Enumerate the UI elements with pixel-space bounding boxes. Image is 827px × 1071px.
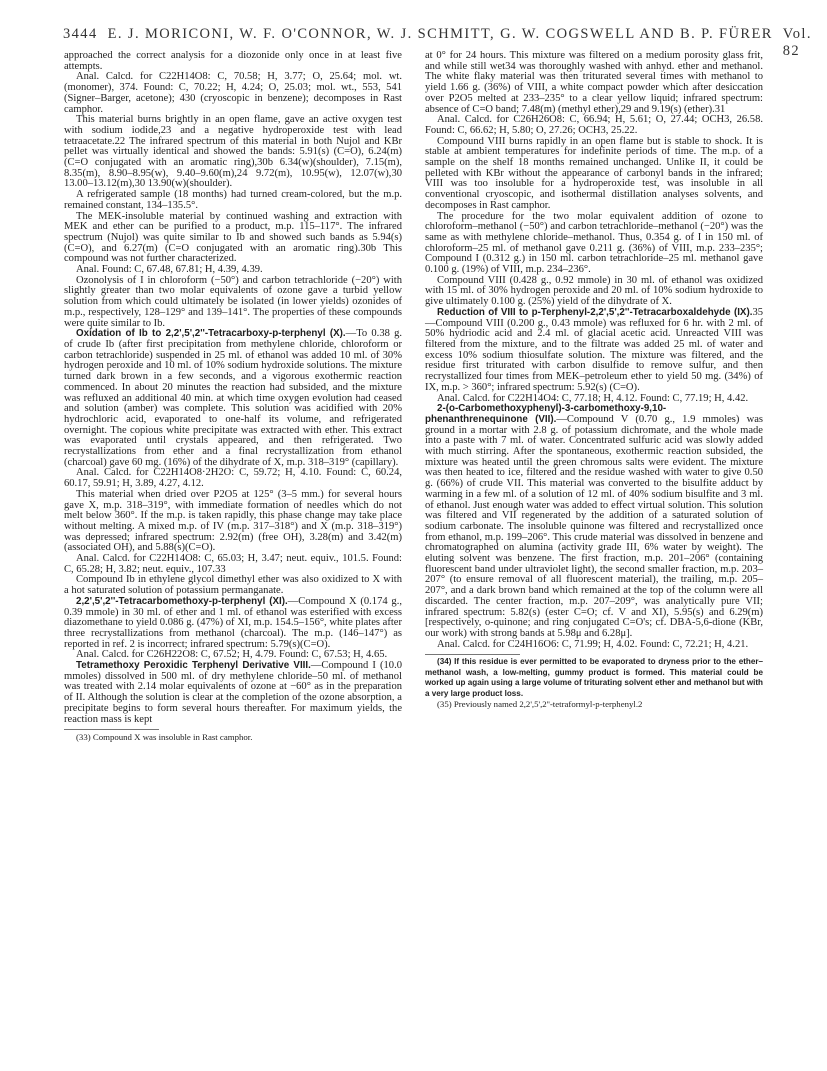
paragraph-text: Anal. Calcd. for C22H14O4: C, 77.18; H, 4.12. Found: C, 77.19; H, 4.42. xyxy=(437,392,749,404)
paragraph-text: This material when dried over P2O5 at 125° (3–5 mm.) for several hours gave X, m.p. 318–319°, with immediate formation of needles which do not melt below 360°. If the m.p. is taken rapidly, this phase change may take place without melting. A mixed m.p. of IV (m.p. 317–318°) and X (m.p. 318–319°) was depressed; infrared spectrum: 2.92(m) (free OH), 3.28(m) and 3.42(m) (associated OH), and 5.88(s)(C=O). xyxy=(64,488,402,554)
footnote xyxy=(64,732,402,742)
paragraph-text: Anal. Calcd. for C24H16O6: C, 71.99; H, 4.02. Found: C, 72.21; H, 4.21. xyxy=(437,638,749,650)
paragraph-text: Compound VIII burns rapidly in an open flame but is stable to shock. It is stable at ambient temperatures for indefinite periods of time. The m.p. of a sample on the shelf 18 months remained unchanged. Unlike II, it could be pelleted with KBr without the appearance of carbonyl bands in the infrared; VIII was too insoluble for a hydroperoxide test, was insoluble in all conventional cryoscopic, and isothermal distillation analyses solvents, and decomposes in Rast camphor. xyxy=(425,135,763,211)
paragraph xyxy=(425,137,763,212)
paragraph-text: Anal. Calcd. for C22H14O8·2H2O: C, 59.72; H, 4.10. Found: C, 60.24, 60.17, 59.91; H, 3.89, 4.27, 4.12. xyxy=(64,467,402,490)
paragraph-text: Anal. Calcd. for C26H22O8: C, 67.52; H, 4.79. Found: C, 67.53; H, 4.65. xyxy=(76,649,388,661)
running-title: E. J. MORICONI, W. F. O'CONNOR, W. J. SCHMITT, G. W. COGSWELL AND B. P. FÜRER xyxy=(107,26,773,42)
section-heading: Oxidation of Ib to 2,2',5',2''-Tetracarboxy-p-terphenyl (X). xyxy=(76,328,346,340)
paragraph-text: A refrigerated sample (18 months) had turned cream-colored, but the m.p. remained constant, 134–135.5°. xyxy=(64,189,402,211)
left-column xyxy=(64,51,402,743)
paragraph xyxy=(425,640,763,651)
right-column xyxy=(425,51,763,709)
paragraph xyxy=(425,276,763,308)
paragraph xyxy=(64,212,402,266)
paragraph-text: The MEK-insoluble material by continued washing and extraction with MEK and ether can be purified to a product, m.p. 115–117°. The infrared spectrum (Nujol) was quite similar to Ib and showed such bands as 5.94(s) (C=O), and 6.27(m) (C=O conjugated with an aromatic ring).30b This compound was not further characterized. xyxy=(64,210,402,265)
page-number: 3444 xyxy=(63,26,98,42)
paragraph xyxy=(64,115,402,190)
volume-label: Vol. 82 xyxy=(782,26,812,59)
paragraph xyxy=(64,554,402,575)
paragraph-text: The procedure for the two molar equivalent addition of ozone to chloroform–methanol (−50°) and carbon tetrachloride–methanol (−20°) was the same as with methylene chloride–methanol. Thus, 0.354 g. of I in 150 ml. of chloroform–25 ml. of methanol gave 0.211 g. (36%) of VIII, m.p. 233–235°; Compound I (0.312 g.) in 150 ml. carbon tetrachloride–25 ml. methanol gave 0.100 g. (19%) of VIII, m.p. 234–236°. xyxy=(425,210,763,276)
paragraph-text: Anal. Calcd. for C26H26O8: C, 66.94; H, 5.61; O, 27.44; OCH3, 26.58. Found: C, 66.62; H, 5.80; O, 27.26; OCH3, 25.22. xyxy=(425,114,763,136)
paragraph-text: Anal. Calcd. for C22H14O8: C, 70.58; H, 3.77; O, 25.64; mol. wt. (monomer), 374. Found: C, 70.22; H, 4.24; O, 25.03; mol. wt., 553, 541 (Signer–Barger, acetone); 430 (cryoscopic in benzene); decomposes in Rast camphor. xyxy=(64,71,402,115)
paragraph xyxy=(425,51,763,115)
paragraph-text: —To 0.38 g. of crude Ib (after first precipitation from methylene chloride, chloroform or carbon tetrachloride) suspended in 25 ml. of ethanol was added 10 ml. of 30% hydrogen peroxide and 10 ml. of 10% sodium hydroxide solutions. The mixture turned dark brown in a few seconds, and a vigorous exothermic reaction commenced. In about 20 minutes the reaction had subsided, and the mixture was refluxed an additional 40 min. at which time oxygen evolution had ceased and solution (amber) was complete. This solution was acidified with 20% hydrochloric acid, evaporated to one-half its volume, and refrigerated overnight. The copious white precipitate was extracted with ether. This extract was evaporated until crystals appeared, and then refrigerated. Two recrystallizations from ether and a final recrystallization from ethanol (charcoal) gave 60 mg. (16%) of the dihydrate of X, m.p. 318–319° (capillary). xyxy=(64,328,402,468)
footnote xyxy=(425,699,763,709)
section-heading: 2,2',5',2''-Tetracarbomethoxy-p-terphenyl (XI). xyxy=(76,595,288,607)
paragraph-text: Anal. Calcd. for C22H14O8: C, 65.03; H, 3.47; neut. equiv., 101.5. Found: C, 65.28; H, 3.82; neut. equiv., 107.33 xyxy=(64,553,402,575)
paragraph xyxy=(425,115,763,136)
paragraph xyxy=(64,490,402,554)
paragraph-text: —Compound V (0.70 g., 1.9 mmoles) was ground in a mortar with 2.8 g. of potassium dichromate, and the whole made into a paste with 7 ml. of water. Concentrated sulfuric acid was slowly added with much stirring. After the spontaneous, exothermic reaction subsided, the mixture was heated until the green chromous salts were evident. The mixture was then heated to ice, filtered and the residue washed with water to give 0.50 g. (66%) of crude VII. This material was converted to the bisulfite adduct by warming in a few ml. of a solution of 12 ml. of 40% sodium bisulfite and 3 ml. of ethanol. Just enough water was added to effect virtual solution. This solution was filtered and VII regenerated by the addition of a saturated solution of sodium carbonate. The insoluble quinone was filtered and recrystallized once from ethanol, m.p. 199–206°. This crude material was dissolved in benzene and chromatographed on alumina (activity grade III, 6% water by weight). The eluting solvent was benzene. The first fraction, m.p. 201–206° (containing fluorescent band under ultraviolet light), the second smaller fraction, m.p. 203–207° (to ensure removal of all fluorescent material), the trailing, m.p. 205–207°, and a dark brown band which remained at the top of the column were all discarded. The center fraction, m.p. 207–209°, was analytically pure VII; infrared spectrum: 5.82(s) (ester C=O; cf. V and XI), 5.95(s) and 6.29(m) [respectively, o-quinone; and ring conjugated C=O's; cf. DBA-5,6-dione (KBr, our work) with strong bands at 5.98μ and 6.28μ]. xyxy=(425,413,763,639)
paragraph xyxy=(64,575,402,596)
paragraph-text: Compound Ib in ethylene glycol dimethyl ether was also oxidized to X with a hot saturated solution of potassium permanganate. xyxy=(64,574,402,597)
paragraph xyxy=(64,276,402,330)
section-heading: Reduction of VIII to p-Terphenyl-2,2',5',2''-Tetracarboxaldehyde (IX). xyxy=(437,306,753,318)
paragraph-text: Compound VIII (0.428 g., 0.92 mmole) in 30 ml. of ethanol was oxidized with 15 ml. of 30% hydrogen peroxide and 20 ml. of 10% sodium hydroxide to give ultimately 0.100 g. (25%) yield of the dihydrate of X. xyxy=(425,274,763,308)
paragraph-text: (34) If this residue is ever permitted to be evaporated to dryness prior to the ether–methanol wash, a low-melting, gummy product is formed. This material could be worked up again using a large volume of triturating solvent ether and methanol but with a very large product loss. xyxy=(425,657,763,698)
section-paragraph xyxy=(64,661,402,725)
section-paragraph xyxy=(64,597,402,651)
page-header xyxy=(63,26,812,59)
section-paragraph xyxy=(64,329,402,468)
paragraph-text: This material burns brightly in an open flame, gave an active oxygen test with sodium iodide,23 and a negative hydroperoxide test with lead tetraacetate.22 The infrared spectrum of this material in both Nujol and KBr pellet was virtually identical and showed the bands: 5.91(s) (C=O), 6.24(m)(C=O conjugated with an aromatic ring),30b 6.34(w)(shoulder), 7.15(m), 8.35(m), 8.90–8.95(w), 9.40–9.60(m),24 9.72(m), 10.95(w), 12.07(w),30 13.00–13.12(m),30 13.90(w)(shoulder). xyxy=(64,114,402,190)
paragraph-text: (35) Previously named 2,2',5',2''-tetraformyl-p-terphenyl.2 xyxy=(437,699,643,709)
section-paragraph xyxy=(425,308,763,394)
paragraph xyxy=(64,190,402,211)
paragraph-text: Ozonolysis of I in chloroform (−50°) and carbon tetrachloride (−20°) with slightly greater than two molar equivalents of ozone gave a turbid yellow solution from which could ultimately be isolated (in lower yields) ozonides of m.p., respectively, 128–129° and 139–141°. The properties of these compounds were quite similar to Ib. xyxy=(64,274,402,329)
section-heading: 2-(o-Carbomethoxyphenyl)-3-carbomethoxy-9,10-phenanthrenequinone (VII). xyxy=(425,403,667,425)
paragraph xyxy=(64,51,402,72)
paragraph-text: Anal. Found: C, 67.48, 67.81; H, 4.39, 4.39. xyxy=(76,264,263,276)
paragraph xyxy=(64,468,402,489)
paragraph-text: —Compound I (10.0 mmoles) dissolved in 500 ml. of dry methylene chloride–50 ml. of methanol was treated with 2.14 molar equivalents of ozone at −60° as in the preparation of II. Although the solution is clear at the completion of the ozone absorption, a precipitate begins to form several hours thereafter. For maximum yields, the reaction mass is kept xyxy=(64,660,402,725)
section-heading: Tetramethoxy Peroxidic Terphenyl Derivative VIII. xyxy=(76,660,311,672)
paragraph xyxy=(64,72,402,115)
paragraph-text: —Compound X (0.174 g., 0.39 mmole) in 30 ml. of ether and 1 ml. of ethanol was esterified with excess diazomethane to yield 0.086 g. (47%) of XI, m.p. 154.5–156°, white plates after three recrystallizations from methanol (charcoal). The m.p. (146–147°) as reported in ref. 2 is incorrect; infrared spectrum: 5.79(s)(C=O). xyxy=(64,595,402,650)
paragraph-text: approached the correct analysis for a diozonide only once in at least five attempts. xyxy=(64,50,402,72)
footnote-rule xyxy=(64,729,159,730)
footnote xyxy=(425,657,763,699)
section-paragraph xyxy=(425,404,763,639)
paragraph-text: (33) Compound X was insoluble in Rast camphor. xyxy=(76,732,253,743)
paragraph xyxy=(425,212,763,276)
paragraph-text: 35—Compound VIII (0.200 g., 0.43 mmole) was refluxed for 6 hr. with 2 ml. of 50% hydriodic acid and 2.4 ml. of glacial acetic acid. Unreacted VIII was filtered from the mixture, and to the filtrate was added 25 ml. of water and excess 10% sodium thiosulfate solution. The mixture was filtered, and the residue first triturated with carbon disulfide to remove sulfur, and then recrystallized four times from MEK–petroleum ether to yield 50 mg. (34%) of IX, m.p. > 360°; infrared spectrum: 5.92(s) (C=O). xyxy=(425,306,763,393)
paragraph-text: at 0° for 24 hours. This mixture was filtered on a medium porosity glass frit, and while still wet34 was thoroughly washed with anhyd. ether and methanol. The white flaky material was then triturated several times with methanol to yield 1.66 g. (36%) of VIII, a white compact powder which after desiccation over P2O5 melted at 233–235° to a clear yellow liquid; infrared spectrum: absence of C=O band; 7.48(m) (methyl ether),29 and 9.19(s) (ether).31 xyxy=(425,50,763,115)
footnote-rule xyxy=(425,654,520,655)
